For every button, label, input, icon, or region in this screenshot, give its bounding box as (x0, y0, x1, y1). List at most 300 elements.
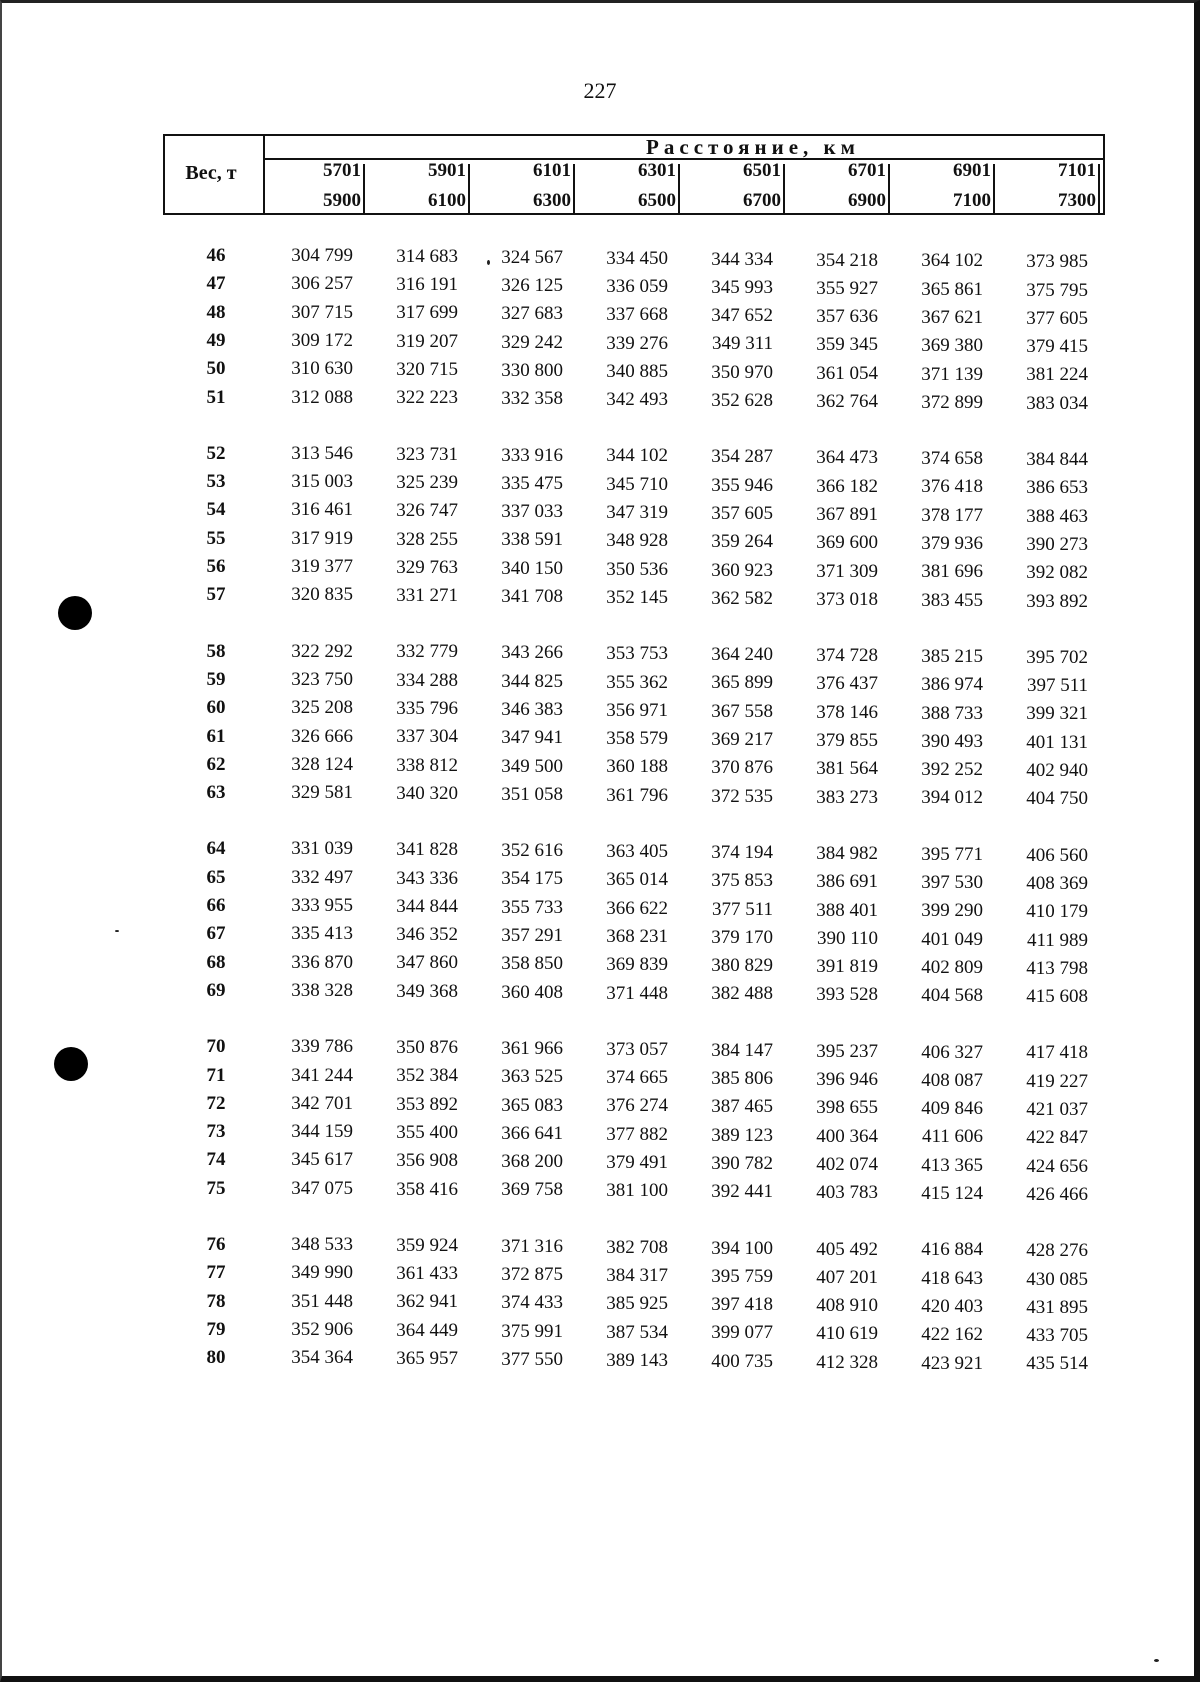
tariff-cell: 361 054 (816, 362, 878, 384)
range-to: 5900 (323, 190, 361, 211)
tariff-cell: 409 846 (921, 1098, 983, 1120)
speck (115, 930, 119, 932)
tariff-cell: 388 401 (816, 899, 878, 921)
weight-cell: 52 (206, 442, 226, 464)
tariff-cell: 395 237 (816, 1040, 878, 1062)
tariff-cell: 358 579 (606, 728, 668, 750)
tariff-cell: 410 619 (816, 1323, 878, 1345)
table-row (163, 330, 1108, 357)
tariff-cell: 394 012 (921, 787, 983, 809)
table-row (163, 1121, 1108, 1148)
tariff-cell: 390 782 (711, 1152, 773, 1174)
header-cell-divider (783, 164, 785, 214)
table-row (163, 867, 1108, 894)
tariff-cell: 405 492 (816, 1238, 878, 1260)
tariff-cell: 345 617 (291, 1149, 353, 1171)
tariff-cell: 399 321 (1026, 703, 1088, 725)
tariff-cell: 365 899 (711, 672, 773, 694)
tariff-cell: 322 223 (396, 387, 458, 409)
tariff-cell: 327 683 (501, 303, 563, 325)
tariff-cell: 379 170 (711, 926, 773, 948)
tariff-cell: 408 087 (921, 1069, 983, 1091)
distance-range-header (895, 156, 991, 216)
weight-cell: 51 (206, 386, 226, 408)
tariff-cell: 394 100 (711, 1237, 773, 1259)
tariff-cell: 366 641 (501, 1122, 563, 1144)
weight-cell: 57 (206, 584, 226, 606)
tariff-cell: 375 991 (501, 1320, 563, 1342)
tariff-cell: 387 534 (606, 1321, 668, 1343)
tariff-cell: 368 200 (501, 1151, 563, 1173)
tariff-cell: 309 172 (291, 329, 353, 351)
tariff-cell: 344 844 (396, 895, 458, 917)
tariff-cell: 347 652 (711, 305, 773, 327)
table-row (163, 1065, 1108, 1092)
tariff-cell: 399 077 (711, 1322, 773, 1344)
weight-column-header: Вес, т (185, 162, 237, 184)
tariff-cell: 320 835 (291, 584, 353, 606)
tariff-cell: 355 733 (501, 896, 563, 918)
tariff-cell: 404 750 (1026, 788, 1088, 810)
table-header (163, 134, 1105, 220)
tariff-cell: 336 059 (606, 275, 668, 297)
header-cell-divider (363, 164, 365, 214)
weight-cell: 60 (206, 697, 226, 719)
tariff-cell: 372 535 (711, 785, 773, 807)
tariff-cell: 398 655 (816, 1097, 878, 1119)
tariff-cell: 390 110 (816, 927, 878, 949)
tariff-cell: 313 546 (291, 442, 353, 464)
tariff-cell: 326 125 (501, 275, 563, 297)
weight-cell: 65 (206, 866, 226, 888)
tariff-cell: 366 622 (606, 897, 668, 919)
tariff-cell: 371 316 (501, 1235, 563, 1257)
tariff-cell: 420 403 (921, 1295, 983, 1317)
tariff-cell: 333 955 (291, 895, 353, 916)
weight-cell: 75 (206, 1177, 226, 1199)
tariff-cell: 382 488 (711, 983, 773, 1005)
tariff-cell: 348 533 (291, 1234, 353, 1255)
tariff-cell: 365 861 (921, 278, 983, 300)
tariff-cell: 385 215 (921, 645, 983, 667)
tariff-cell: 415 608 (1026, 986, 1088, 1008)
tariff-cell: 395 759 (711, 1265, 773, 1287)
table-row (163, 1319, 1108, 1346)
table-row (163, 641, 1108, 668)
tariff-cell: 417 418 (1026, 1042, 1088, 1064)
tariff-cell: 324 567 (501, 246, 563, 268)
tariff-cell: 346 383 (501, 698, 563, 720)
tariff-cell: 415 124 (921, 1183, 983, 1205)
tariff-cell: 381 224 (1026, 364, 1088, 386)
tariff-cell: 347 319 (606, 502, 668, 524)
tariff-cell: 319 207 (396, 330, 458, 352)
table-row (163, 782, 1108, 809)
tariff-cell: 334 288 (396, 669, 458, 691)
tariff-cell: 346 352 (396, 924, 458, 946)
tariff-cell: 381 564 (816, 758, 878, 780)
tariff-cell: 384 982 (816, 842, 878, 864)
tariff-cell: 385 925 (606, 1293, 668, 1315)
tariff-cell: 352 616 (501, 840, 563, 862)
tariff-cell: 344 334 (711, 248, 773, 270)
tariff-cell: 379 491 (606, 1152, 668, 1174)
weight-cell: 62 (206, 753, 226, 775)
table-row (163, 1262, 1108, 1289)
tariff-cell: 367 621 (921, 306, 983, 328)
weight-cell: 68 (206, 951, 226, 973)
tariff-cell: 390 493 (921, 730, 983, 752)
tariff-cell: 343 336 (396, 867, 458, 889)
tariff-cell: 370 876 (711, 757, 773, 779)
tariff-cell: 390 273 (1026, 533, 1088, 555)
tariff-cell: 334 450 (606, 247, 668, 269)
table-row (163, 1149, 1108, 1176)
tariff-cell: 331 271 (396, 585, 458, 607)
table-row (163, 669, 1108, 696)
tariff-cell: 358 850 (501, 953, 563, 975)
range-from: 6101 (533, 160, 571, 181)
tariff-cell: 317 919 (291, 527, 353, 549)
tariff-cell: 349 311 (711, 333, 773, 355)
tariff-cell: 337 304 (396, 726, 458, 748)
tariff-cell: 392 252 (921, 759, 983, 781)
tariff-cell: 335 413 (291, 923, 353, 945)
tariff-cell: 331 039 (291, 838, 353, 860)
tariff-cell: 322 292 (291, 640, 353, 662)
tariff-cell: 368 231 (606, 925, 668, 947)
range-from: 6701 (848, 160, 886, 181)
tariff-cell: 338 591 (501, 529, 563, 551)
table-row (163, 358, 1108, 385)
tariff-cell: 373 985 (1026, 251, 1088, 273)
tariff-cell: 336 870 (291, 951, 353, 973)
weight-cell: 76 (206, 1234, 226, 1255)
table-row (163, 273, 1108, 300)
table-row (163, 697, 1108, 724)
tariff-cell: 369 217 (711, 729, 773, 751)
tariff-cell: 397 530 (921, 872, 983, 894)
tariff-cell: 344 825 (501, 670, 563, 692)
tariff-cell: 342 701 (291, 1092, 353, 1114)
table-row (163, 1347, 1108, 1374)
tariff-cell: 340 320 (396, 782, 458, 804)
tariff-cell: 325 239 (396, 471, 458, 493)
header-cell-divider (678, 164, 680, 214)
tariff-cell: 374 194 (711, 841, 773, 863)
tariff-cell: 421 037 (1026, 1099, 1088, 1121)
tariff-cell: 431 895 (1026, 1296, 1088, 1318)
tariff-cell: 341 244 (291, 1064, 353, 1086)
table-row (163, 1093, 1108, 1120)
tariff-cell: 381 100 (606, 1180, 668, 1202)
tariff-cell: 369 380 (921, 335, 983, 357)
tariff-cell: 408 910 (816, 1295, 878, 1317)
tariff-cell: 369 839 (606, 954, 668, 976)
weight-cell: 77 (206, 1262, 226, 1284)
tariff-cell: 339 786 (291, 1036, 353, 1058)
tariff-cell: 383 455 (921, 589, 983, 611)
tariff-cell: 330 800 (501, 359, 563, 381)
tariff-cell: 350 970 (711, 361, 773, 383)
tariff-cell: 317 699 (396, 302, 458, 324)
range-to: 7300 (1058, 190, 1096, 211)
tariff-cell: 351 448 (291, 1290, 353, 1312)
table-row (163, 387, 1108, 414)
weight-cell: 79 (206, 1318, 226, 1340)
range-from: 6301 (638, 160, 676, 181)
table-row (163, 584, 1108, 611)
tariff-cell: 377 605 (1026, 307, 1088, 329)
tariff-cell: 396 946 (816, 1069, 878, 1090)
tariff-cell: 361 796 (606, 784, 668, 806)
tariff-cell: 310 630 (291, 358, 353, 380)
tariff-cell: 320 715 (396, 359, 458, 381)
tariff-cell: 345 710 (606, 473, 668, 495)
punch-hole (58, 596, 92, 630)
weight-cell: 78 (206, 1290, 226, 1312)
tariff-cell: 354 175 (501, 868, 563, 890)
tariff-cell: 395 771 (921, 843, 983, 865)
tariff-cell: 389 123 (711, 1124, 773, 1146)
tariff-cell: 407 201 (816, 1266, 878, 1288)
tariff-cell: 367 558 (711, 700, 773, 722)
tariff-cell: 383 034 (1026, 392, 1088, 414)
range-from: 6901 (953, 160, 991, 181)
tariff-cell: 369 600 (816, 532, 878, 554)
tariff-cell: 402 074 (816, 1153, 878, 1175)
tariff-cell: 384 147 (711, 1039, 773, 1061)
tariff-cell: 333 916 (501, 444, 563, 466)
weight-cell: 46 (206, 245, 226, 266)
tariff-cell: 348 928 (606, 530, 668, 552)
tariff-cell: 332 497 (291, 866, 353, 888)
tariff-cell: 364 473 (816, 447, 878, 469)
tariff-cell: 373 057 (606, 1038, 668, 1060)
tariff-cell: 393 892 (1026, 590, 1088, 612)
tariff-cell: 416 884 (921, 1239, 983, 1261)
range-to: 6300 (533, 190, 571, 211)
tariff-cell: 388 733 (921, 702, 983, 724)
tariff-cell: 360 408 (501, 981, 563, 1003)
punch-hole (54, 1047, 88, 1081)
tariff-cell: 365 083 (501, 1094, 563, 1116)
tariff-cell: 372 899 (921, 391, 983, 413)
table-row (163, 838, 1108, 865)
weight-cell: 80 (206, 1347, 226, 1369)
tariff-cell: 359 924 (396, 1234, 458, 1256)
tariff-cell: 329 763 (396, 556, 458, 578)
tariff-cell: 363 525 (501, 1066, 563, 1088)
tariff-cell: 392 082 (1026, 562, 1088, 584)
tariff-cell: 365 014 (606, 869, 668, 891)
tariff-cell: 329 581 (291, 782, 353, 804)
tariff-cell: 354 364 (291, 1347, 353, 1369)
weight-cell: 50 (206, 358, 226, 380)
distance-range-header (790, 156, 886, 216)
tariff-cell: 353 753 (606, 643, 668, 665)
tariff-cell: 349 368 (396, 980, 458, 1002)
tariff-cell: 386 691 (816, 871, 878, 893)
weight-cell: 69 (206, 979, 226, 1001)
tariff-cell: 364 102 (921, 250, 983, 272)
tariff-cell: 323 731 (396, 443, 458, 465)
tariff-cell: 337 668 (606, 304, 668, 326)
distance-range-header (685, 156, 781, 216)
speck (1154, 1659, 1159, 1662)
tariff-cell: 358 416 (396, 1178, 458, 1200)
tariff-cell: 355 362 (606, 671, 668, 693)
distance-range-header (580, 156, 676, 216)
weight-cell: 56 (206, 556, 226, 577)
tariff-cell: 403 783 (816, 1182, 878, 1204)
table-row (163, 556, 1108, 583)
tariff-cell: 377 511 (711, 898, 773, 920)
tariff-cell: 422 162 (921, 1324, 983, 1346)
tariff-cell: 393 528 (816, 984, 878, 1006)
tariff-cell: 430 085 (1026, 1268, 1088, 1290)
tariff-cell: 378 146 (816, 701, 878, 723)
tariff-cell: 326 747 (396, 500, 458, 522)
header-cell-divider (993, 164, 995, 214)
tariff-cell: 376 274 (606, 1095, 668, 1117)
distance-range-header (370, 156, 466, 216)
tariff-cell: 357 605 (711, 502, 773, 524)
tariff-cell: 359 264 (711, 531, 773, 553)
table-row (163, 471, 1108, 498)
tariff-cell: 350 876 (396, 1037, 458, 1059)
weight-cell: 63 (206, 782, 226, 804)
tariff-cell: 377 882 (606, 1123, 668, 1145)
table-row (163, 1234, 1108, 1261)
tariff-cell: 357 636 (816, 306, 878, 328)
distance-range-header (475, 156, 571, 216)
tariff-cell: 364 240 (711, 644, 773, 666)
tariff-cell: 374 728 (816, 645, 878, 667)
tariff-cell: 378 177 (921, 504, 983, 526)
tariff-cell: 343 266 (501, 642, 563, 664)
tariff-cell: 369 758 (501, 1179, 563, 1201)
tariff-cell: 411 606 (921, 1126, 983, 1148)
tariff-cell: 349 990 (291, 1262, 353, 1284)
distance-range-header (265, 156, 361, 216)
tariff-cell: 342 493 (606, 389, 668, 411)
range-from: 6501 (743, 160, 781, 181)
tariff-cell: 350 536 (606, 558, 668, 580)
header-cell-divider (888, 164, 890, 214)
tariff-cell: 363 405 (606, 841, 668, 863)
tariff-cell: 406 560 (1026, 844, 1088, 866)
tariff-cell: 435 514 (1026, 1353, 1088, 1375)
range-to: 6700 (743, 190, 781, 211)
tariff-cell: 364 449 (396, 1319, 458, 1341)
table-row (163, 528, 1108, 555)
tariff-cell: 352 906 (291, 1318, 353, 1340)
tariff-cell: 329 242 (501, 331, 563, 353)
tariff-cell: 352 145 (606, 586, 668, 608)
header-cell-divider (573, 164, 575, 214)
tariff-cell: 374 665 (606, 1067, 668, 1089)
tariff-cell: 392 441 (711, 1181, 773, 1203)
table-row (163, 1178, 1108, 1205)
tariff-cell: 379 855 (816, 730, 878, 751)
tariff-cell: 353 892 (396, 1093, 458, 1115)
tariff-cell: 395 702 (1026, 646, 1088, 668)
tariff-cell: 332 779 (396, 641, 458, 663)
tariff-cell: 316 191 (396, 274, 458, 296)
table-row (163, 923, 1108, 950)
tariff-cell: 325 208 (291, 697, 353, 719)
tariff-cell: 332 358 (501, 388, 563, 410)
tariff-cell: 404 568 (921, 985, 983, 1007)
tariff-cell: 335 475 (501, 472, 563, 494)
tariff-cell: 422 847 (1026, 1127, 1088, 1149)
tariff-cell: 397 418 (711, 1294, 773, 1316)
tariff-cell: 347 860 (396, 952, 458, 974)
page-number: 227 (583, 78, 617, 103)
tariff-cell: 352 384 (396, 1065, 458, 1087)
tariff-cell: 376 418 (921, 476, 983, 498)
tariff-cell: 356 908 (396, 1150, 458, 1172)
tariff-cell: 386 974 (921, 674, 983, 696)
tariff-cell: 344 159 (291, 1121, 353, 1143)
tariff-cell: 373 018 (816, 588, 878, 610)
tariff-cell: 379 936 (921, 533, 983, 555)
tariff-cell: 411 989 (1026, 929, 1088, 951)
range-from: 7101 (1058, 160, 1096, 181)
tariff-cell: 359 345 (816, 334, 878, 356)
tariff-cell: 399 290 (921, 900, 983, 922)
tariff-cell: 408 369 (1026, 872, 1088, 894)
tariff-cell: 412 328 (816, 1351, 878, 1373)
tariff-cell: 366 182 (816, 475, 878, 497)
tariff-cell: 371 309 (816, 560, 878, 582)
range-to: 7100 (953, 190, 991, 211)
tariff-cell: 406 327 (921, 1041, 983, 1063)
tariff-cell: 362 582 (711, 587, 773, 609)
tariff-cell: 413 798 (1026, 957, 1088, 979)
tariff-cell: 344 102 (606, 445, 668, 467)
weight-cell: 55 (206, 527, 226, 549)
tariff-cell: 357 291 (501, 925, 563, 947)
tariff-cell: 347 075 (291, 1177, 353, 1199)
range-from: 5701 (323, 160, 361, 181)
tariff-cell: 340 885 (606, 360, 668, 382)
tariff-cell: 375 853 (711, 870, 773, 892)
weight-cell: 64 (206, 838, 226, 860)
tariff-cell: 376 437 (816, 673, 878, 695)
distance-range-header (1000, 156, 1096, 216)
weight-cell: 53 (206, 471, 226, 493)
table-row (163, 726, 1108, 753)
tariff-cell: 312 088 (291, 386, 353, 408)
tariff-cell: 355 927 (816, 277, 878, 299)
tariff-cell: 413 365 (921, 1154, 983, 1176)
range-to: 6500 (638, 190, 676, 211)
tariff-cell: 387 465 (711, 1096, 773, 1118)
tariff-cell: 355 400 (396, 1121, 458, 1143)
tariff-cell: 380 829 (711, 955, 773, 977)
table-row (163, 499, 1108, 526)
weight-cell: 73 (206, 1121, 226, 1143)
tariff-cell: 304 799 (291, 245, 353, 266)
tariff-cell: 349 500 (501, 755, 563, 777)
tariff-cell: 389 143 (606, 1349, 668, 1371)
tariff-cell: 345 993 (711, 276, 773, 298)
tariff-cell: 385 806 (711, 1068, 773, 1090)
tariff-cell: 423 921 (921, 1352, 983, 1374)
table-row (163, 754, 1108, 781)
